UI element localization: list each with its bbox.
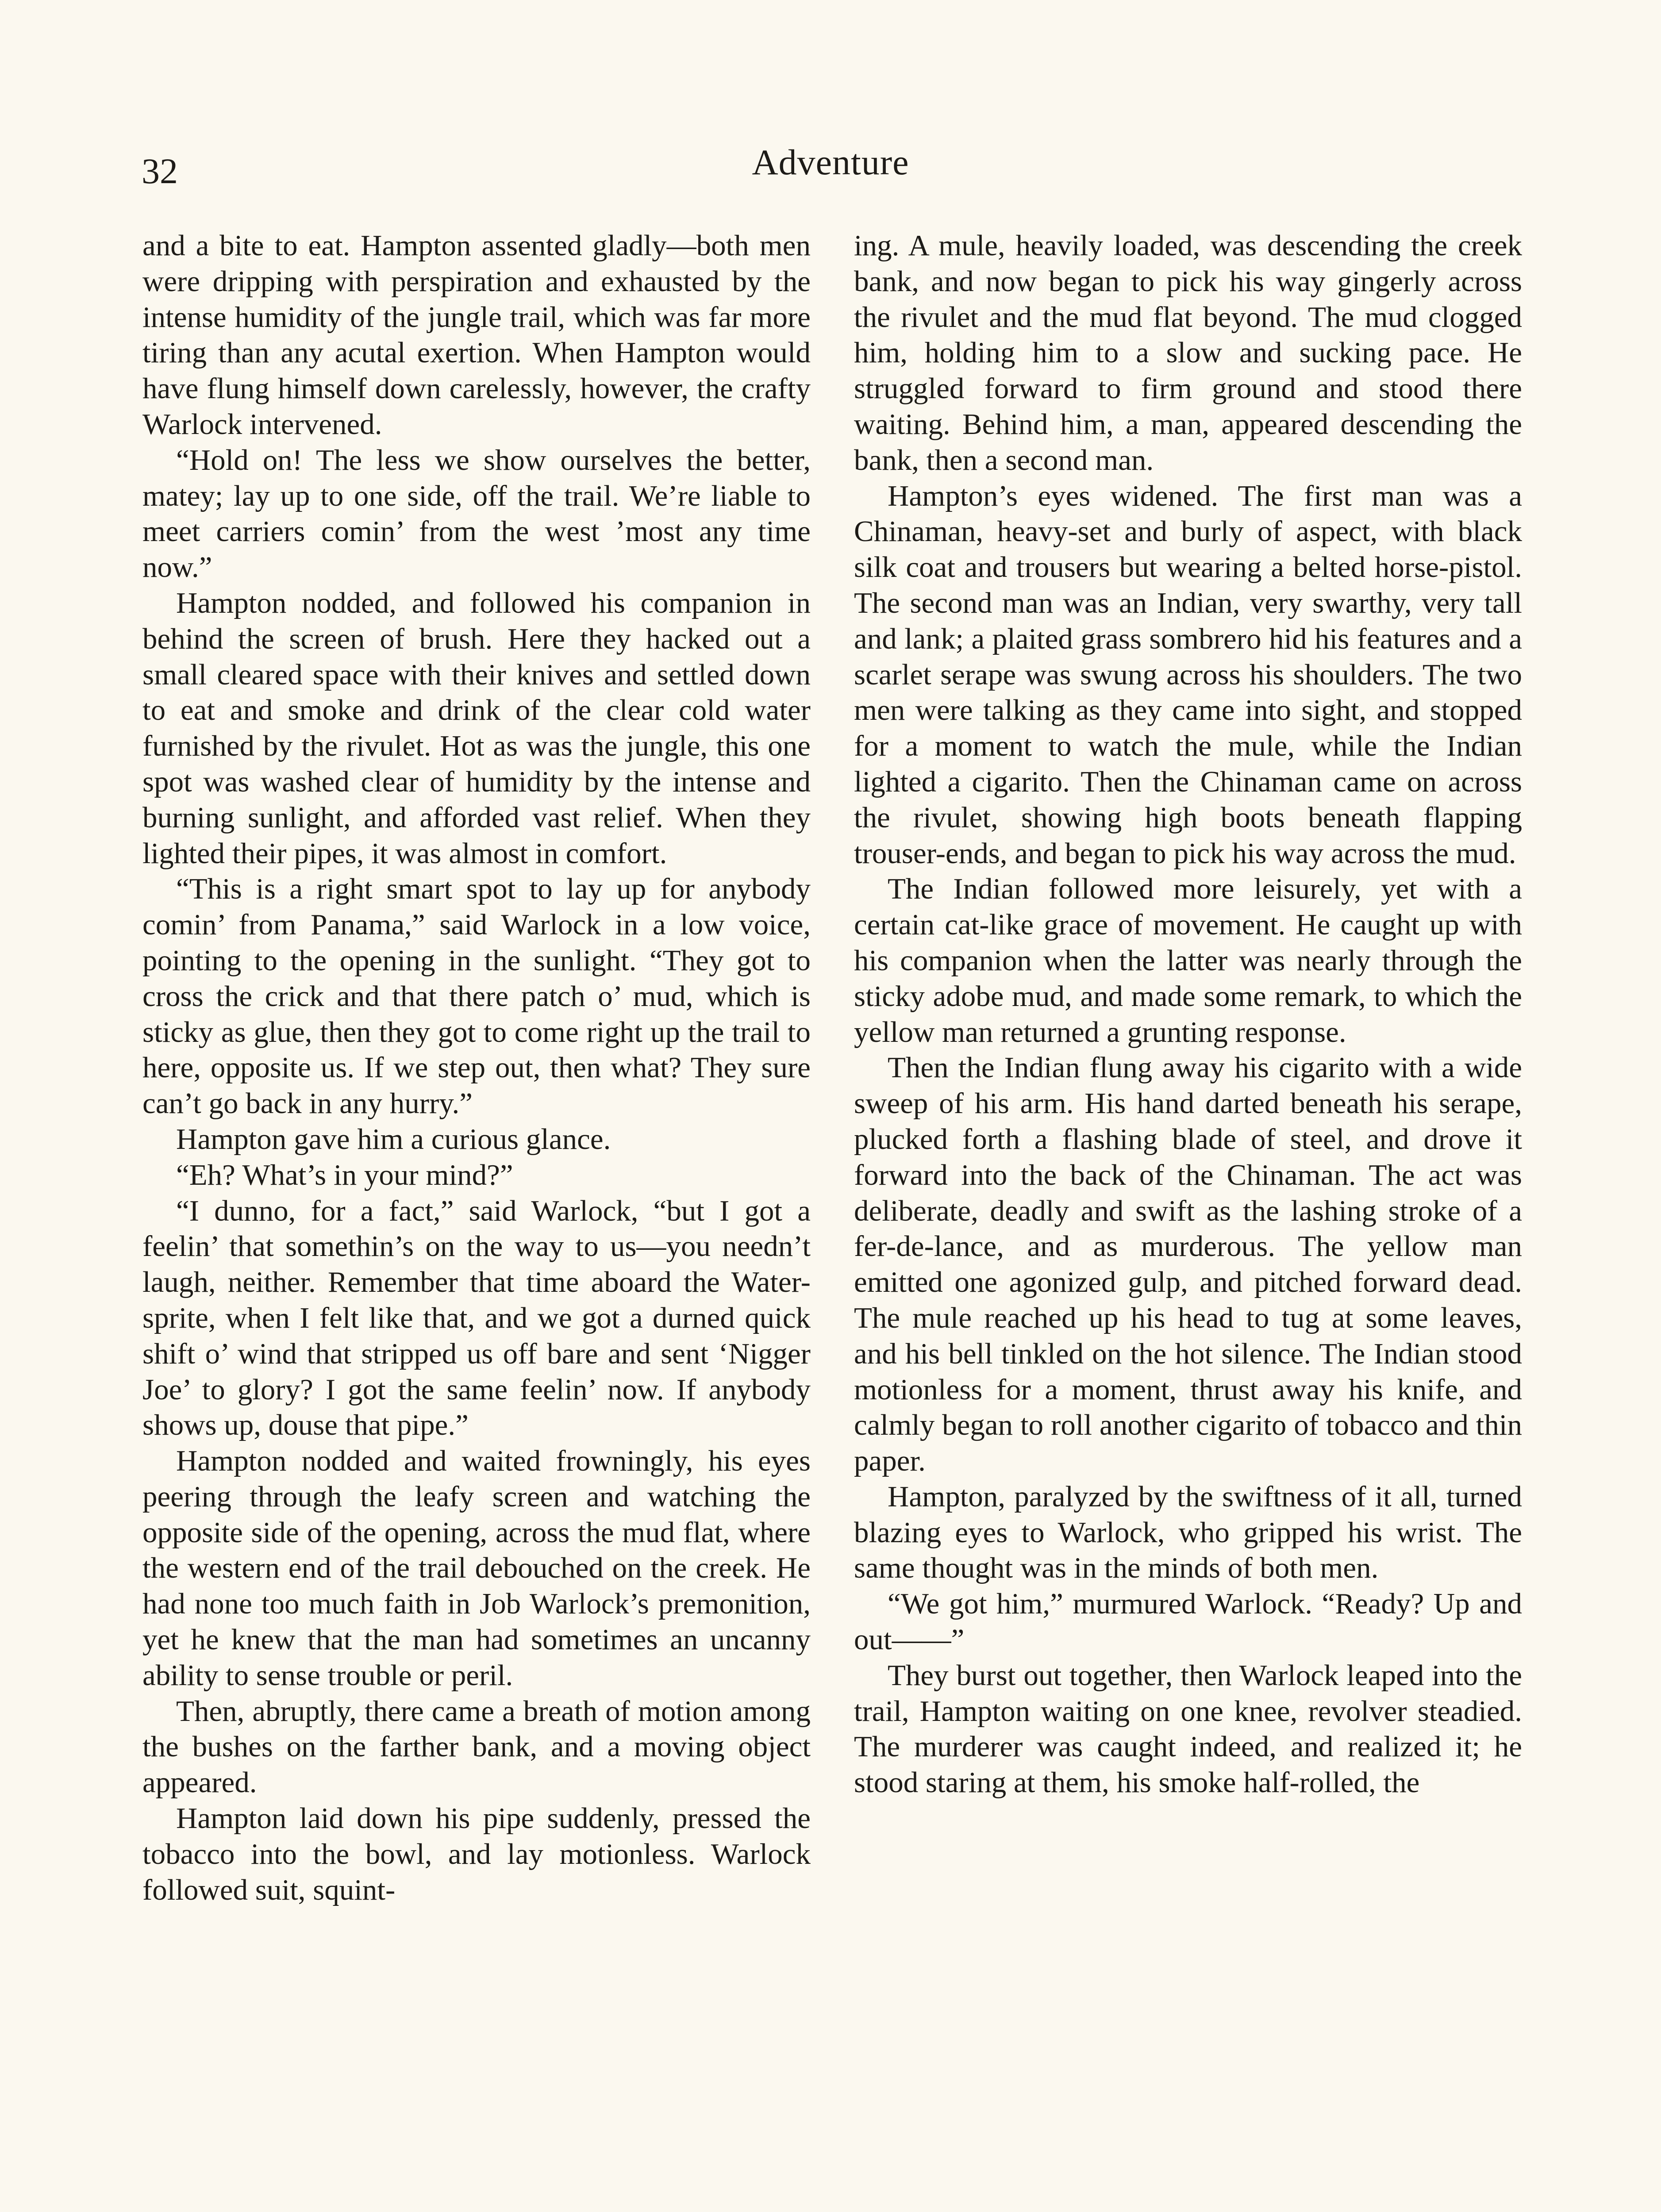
paragraph: “Hold on! The less we show ourselves the better, matey; lay up to one side, off the trail. We’re liable to meet carriers comin’ from the west ’most any time now.” (142, 443, 811, 584)
paragraph: and a bite to eat. Hampton assented gladly—both men were dripping with perspiration and exhausted by the intense humidity of the jungle trail, which was far more tiring than any acutal exertion. When Hampton would have flung himself down carelessly, however, the crafty Warlock intervened. (142, 229, 811, 441)
paragraph: Then the Indian flung away his cigarito with a wide sweep of his arm. His hand darted beneath his serape, plucked forth a flashing blade of steel, and drove it forward into the back of the Chinaman. The act was deliberate, deadly and swift as the lashing stroke of a fer-de-lance, and as murderous. The yellow man emitted one agonized gulp, and pitched forward dead. The mule reached up his head to tug at some leaves, and his bell tinkled on the hot silence. The Indian stood motionless for a moment, thrust away his knife, and calmly began to roll another cigarito of tobacco and thin paper. (854, 1051, 1522, 1478)
paragraph: They burst out together, then Warlock leaped into the trail, Hampton waiting on one knee, revolver steadied. The murderer was caught indeed, and realized it; he stood staring at them, his smoke half-rolled, the (854, 1659, 1522, 1799)
paragraph: “We got him,” murmured Warlock. “Ready? Up and out——” (854, 1587, 1522, 1656)
paragraph: Hampton laid down his pipe suddenly, pressed the tobacco into the bowl, and lay motionless. Warlock followed suit, squint- (142, 1802, 811, 1906)
paragraph: Hampton gave him a curious glance. (176, 1122, 611, 1156)
paragraph: Hampton, paralyzed by the swiftness of it all, turned blazing eyes to Warlock, who gripped his wrist. The same thought was in the minds of both men. (854, 1480, 1522, 1585)
paragraph: The Indian followed more leisurely, yet with a certain cat-like grace of movement. He caught up with his companion when the latter was nearly through the sticky adobe mud, and made some remark, to which the yellow man returned a grunting response. (854, 872, 1522, 1048)
paragraph: Then, abruptly, there came a breath of motion among the bushes on the farther bank, and a moving object appeared. (142, 1694, 811, 1799)
paragraph: “Eh? What’s in your mind?” (176, 1158, 513, 1191)
paragraph: “This is a right smart spot to lay up for anybody comin’ from Panama,” said Warlock in a low voice, pointing to the opening in the sunlight. “They got to cross the crick and that there patch o’ mud, which is sticky as glue, then they got to come right up the trail to here, opposite us. If we step out, then what? They sure can’t go back in any hurry.” (142, 872, 811, 1120)
paragraph: ing. A mule, heavily loaded, was descending the creek bank, and now began to pick his way gingerly across the rivulet and the mud flat beyond. The mud clogged him, holding him to a slow and sucking pace. He struggled forward to firm ground and stood there waiting. Behind him, a man, appeared descending the bank, then a second man. (854, 229, 1522, 476)
paragraph: Hampton’s eyes widened. The first man was a Chinaman, heavy-set and burly of aspect, with black silk coat and trousers but wearing a belted horse-pistol. The second man was an Indian, very swarthy, very tall and lank; a plaited grass sombrero hid his features and a scarlet serape was swung across his shoulders. The two men were talking as they came into sight, and stopped for a moment to watch the mule, while the Indian lighted a cigarito. Then the Chinaman came on across the rivulet, showing high boots beneath flapping trouser-ends, and began to pick his way across the mud. (854, 479, 1522, 870)
paragraph: Hampton nodded, and followed his companion in behind the screen of brush. Here they hacked out a small cleared space with their knives and settled down to eat and smoke and drink of the clear cold water furnished by the rivulet. Hot as was the jungle, this one spot was washed clear of humidity by the intense and burning sunlight, and afforded vast relief. When they lighted their pipes, it was almost in comfort. (142, 586, 811, 870)
page-title: Adventure (752, 142, 909, 182)
paragraph: Hampton nodded and waited frowningly, his eyes peering through the leafy screen and watching the opposite side of the opening, across the mud flat, where the western end of the trail debouched on the creek. He had none too much faith in Job Warlock’s premonition, yet he knew that the man had sometimes an uncanny ability to sense trouble or peril. (142, 1444, 811, 1692)
left-column (142, 228, 811, 1908)
paragraph: “I dunno, for a fact,” said Warlock, “but I got a feelin’ that somethin’s on the way to us—you needn’t laugh, neither. Remember that time aboard the Water-sprite, when I felt like that, and we got a durned quick shift o’ wind that stripped us off bare and sent ‘Nigger Joe’ to glory? I got the same feelin’ now. If anybody shows up, douse that pipe.” (142, 1194, 811, 1442)
right-column (854, 228, 1522, 1801)
page-number: 32 (142, 151, 178, 191)
